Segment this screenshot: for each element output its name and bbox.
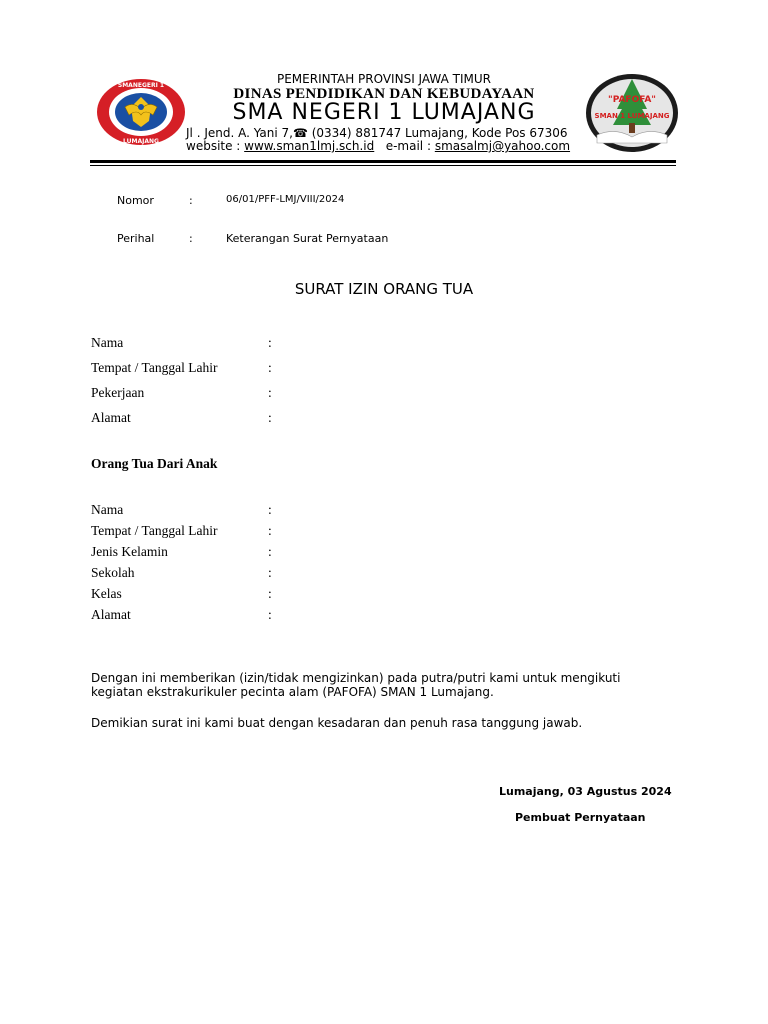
website-label: website :	[186, 139, 245, 153]
school-name: SMA NEGERI 1 LUMAJANG	[232, 100, 536, 125]
parent-job-label: Pekerjaan	[91, 385, 145, 400]
address-line: Jl . Jend. A. Yani 7,☎ (0334) 881747 Lumajang, Kode Pos 67306	[186, 126, 568, 140]
parent-birth-colon: :	[268, 360, 272, 375]
signature-role: Pembuat Pernyataan	[515, 811, 646, 824]
nomor-label: Nomor	[117, 194, 154, 207]
child-class-colon: :	[268, 586, 272, 601]
parent-name-label: Nama	[91, 335, 124, 350]
nomor-colon: :	[189, 194, 193, 207]
child-birth-label: Tempat / Tanggal Lahir	[91, 523, 218, 538]
parent-job-colon: :	[268, 385, 272, 400]
document-title: SURAT IZIN ORANG TUA	[294, 280, 474, 298]
closing-paragraph: Demikian surat ini kami buat dengan kesadaran dan penuh rasa tanggung jawab.	[91, 716, 583, 730]
child-birth-colon: :	[268, 523, 272, 538]
parent-address-colon: :	[268, 410, 272, 425]
department-line: DINAS PENDIDIKAN DAN KEBUDAYAAN	[233, 86, 535, 102]
child-gender-label: Jenis Kelamin	[91, 544, 168, 559]
permission-line-1: Dengan ini memberikan (izin/tidak mengizinkan) pada putra/putri kami untuk mengikuti	[91, 671, 621, 685]
contact-line	[186, 139, 570, 153]
government-line: PEMERINTAH PROVINSI JAWA TIMUR	[276, 72, 491, 86]
child-gender-colon: :	[268, 544, 272, 559]
website-link[interactable]: www.sman1lmj.sch.id	[244, 139, 375, 153]
nomor-value: 06/01/PFF-LMJ/VIII/2024	[226, 194, 345, 205]
child-school-colon: :	[268, 565, 272, 580]
child-section-heading: Orang Tua Dari Anak	[91, 456, 218, 471]
letterhead-rule-thick	[90, 160, 676, 163]
permission-line-2: kegiatan ekstrakurikuler pecinta alam (PAFOFA) SMAN 1 Lumajang.	[91, 685, 494, 699]
email-label: e-mail :	[374, 139, 435, 153]
signature-place-date: Lumajang, 03 Agustus 2024	[499, 785, 672, 798]
perihal-value: Keterangan Surat Pernyataan	[226, 232, 389, 245]
parent-name-colon: :	[268, 335, 272, 350]
right-logo-text-2: SMAN 1 LUMAJANG	[594, 112, 670, 120]
left-logo-text-top: SMANEGERI 1	[117, 82, 165, 89]
child-name-label: Nama	[91, 502, 124, 517]
perihal-label: Perihal	[117, 232, 155, 245]
email-link[interactable]: smasalmj@yahoo.com	[434, 139, 571, 153]
child-address-label: Alamat	[91, 607, 131, 622]
child-class-label: Kelas	[91, 586, 122, 601]
child-name-colon: :	[268, 502, 272, 517]
child-school-label: Sekolah	[91, 565, 135, 580]
perihal-colon: :	[189, 232, 193, 245]
letterhead-rule-thin	[90, 165, 676, 166]
right-logo-text-1: "PAFOFA"	[608, 95, 656, 105]
permission-paragraph	[91, 671, 651, 699]
parent-address-label: Alamat	[91, 410, 131, 425]
parent-birth-label: Tempat / Tanggal Lahir	[91, 360, 218, 375]
child-address-colon: :	[268, 607, 272, 622]
left-logo-text-bottom: LUMAJANG	[123, 138, 159, 145]
